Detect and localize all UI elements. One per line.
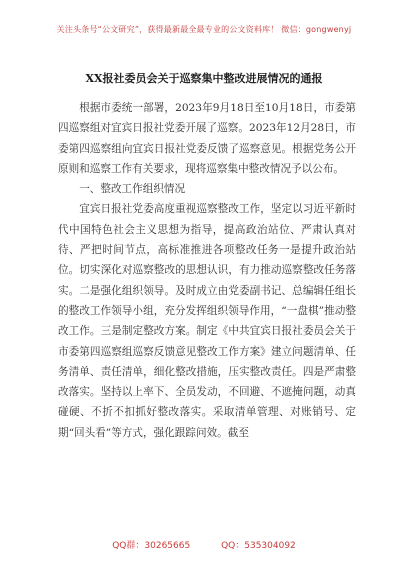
document-body — [58, 98, 356, 443]
header-banner: 关注头条号“公文研究”，获得最新最全最专业的公文资料库！ 微信：gongwenyj — [56, 25, 352, 34]
footer-contact — [0, 538, 408, 551]
qq-group-text: QQ群：30265665 — [112, 541, 191, 551]
intro-paragraph: 根据市委统一部署，2023年9月18日至10月18日，市委第四巡察组对宜宾日报社党委开展了巡察。2023年12月28日，市委第四巡察组向宜宾日报社党委反馈了巡察意见。根据党务公开原则和巡察工作有关要求，现将巡察集中整改情况予以公布。 — [58, 102, 356, 175]
body-paragraph: 宜宾日报社党委高度重视巡察整改工作，坚定以习近平新时代中国特色社会主义思想为指导，提高政治站位、严肃认真对待、严把时间节点，高标准推进各项整改任务一是提升政治站位。切实深化对巡察整改的思想认识，有力推动巡察整改任务落实。二是强化组织领导。及时成立由党委副书记、总编辑任组长的整改工作领导小组，充分发挥组织领导作用，“一盘棋”推动整改工作。三是制定整改方案。制定《中共宜宾日报社委员会关于市委第四巡察组巡察反馈意见整改工作方案》建立问题清单、任务清单、责任清单，细化整改措施，压实整改责任。四是严肃整改落实。坚持以上率下、全员发动，不回避、不遮掩问题，动真碰硬、不折不扣抓好整改落实。采取清单管理、对账销号、定期“回头看”等方式，强化跟踪问效。截至 — [58, 203, 356, 439]
document-title: XX报社委员会关于巡察集中整改进展情况的通报 — [85, 72, 323, 85]
qq-number-text: QQ：535304092 — [221, 541, 296, 551]
section-heading: 一、整改工作组织情况 — [79, 183, 186, 196]
